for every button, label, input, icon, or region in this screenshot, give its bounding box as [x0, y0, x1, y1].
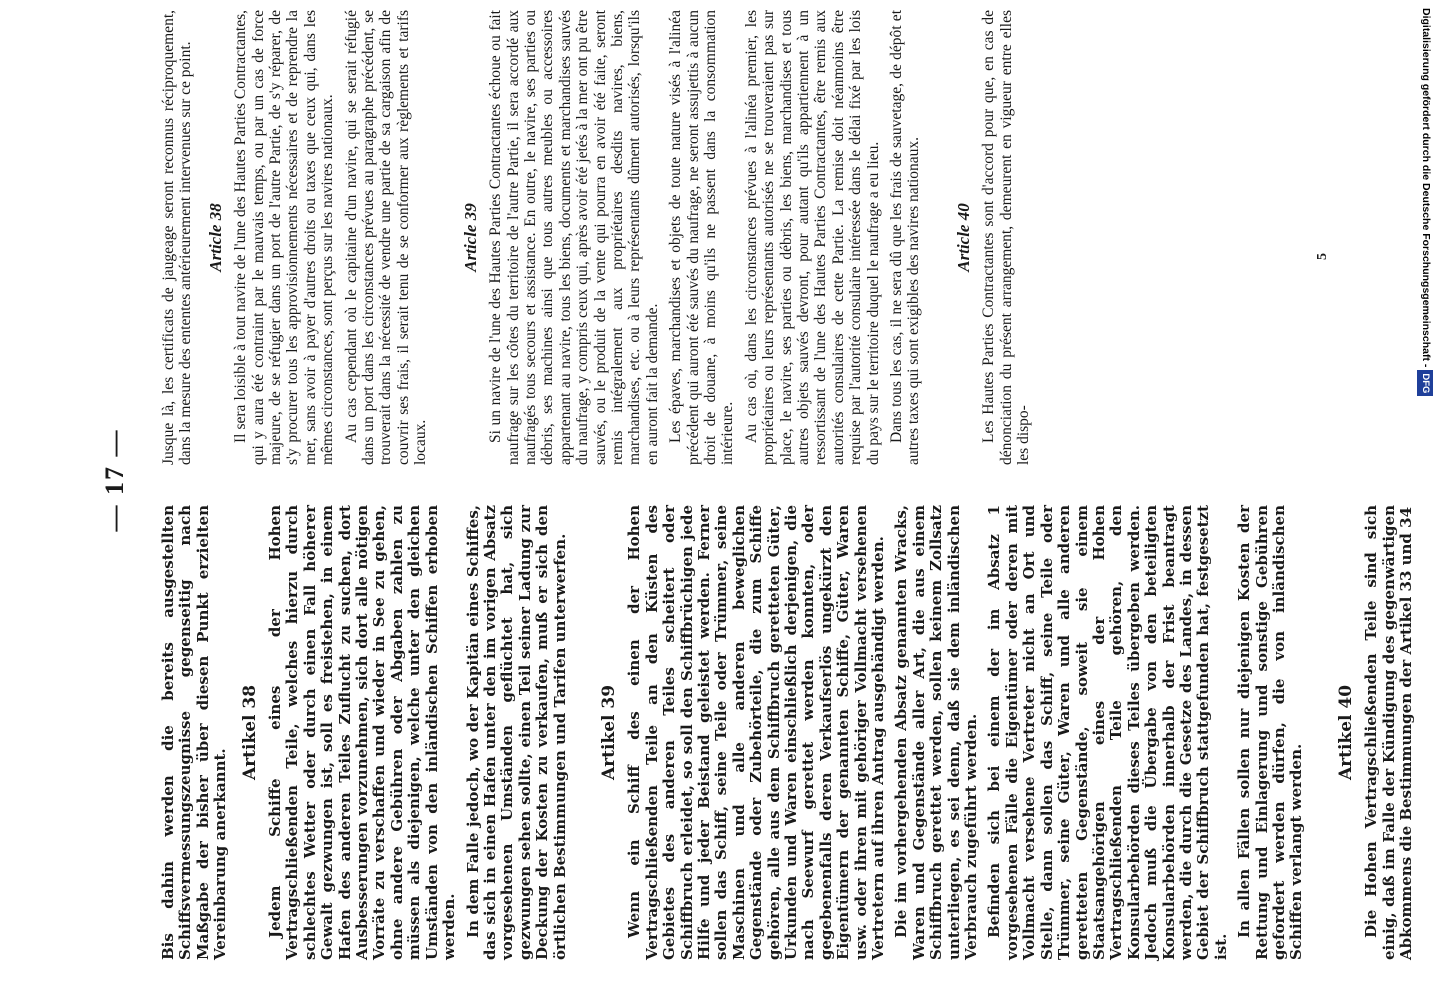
- french-article-40-paragraph-1: Les Hautes Parties Contractantes sont d'accord pour que, en cas de dénonciation du présent arrangement, demeurent en vigueur entre elles les dispo-: [980, 10, 1033, 465]
- german-intro-paragraph: Bis dahin werden die bereits ausgestellten Schiffsvermessungszeugnisse gegenseitig nach Maßgabe der bisher über diesen Punkt erzielten Vereinbarung anerkannt.: [159, 505, 230, 960]
- german-article-38-heading: Artikel 38: [239, 684, 260, 781]
- page-header: — 17 —: [100, 428, 129, 532]
- french-article-40-heading: Article 40: [953, 203, 973, 272]
- french-article-39-heading: Article 39: [460, 203, 480, 272]
- digitization-credit-strip: [1418, 8, 1434, 394]
- german-article-39-paragraph-3: Befinden sich bei einem der im Absatz 1 vorgesehenen Fälle die Eigentümer oder deren mit Vollmacht versehene Vertreter nicht an Ort und Stelle, dann sollen das Schiff, seine Teile oder Trümmer, seine Güter, Waren und alle anderen geretteten Gegenstände, soweit sie einem Staatsangehörigen eines der Hohen Vertragschließenden Teile gehören, den Konsularbehörden dieses Teiles übergeben werden. Jedoch muß die Übergabe von den beteiligten Konsularbehörden innerhalb der Frist beantragt werden, die durch die Gesetze des Landes, in dessen Gebiet der Schiffbruch stattgefunden hat, festgesetzt ist.: [985, 505, 1230, 960]
- page-number: 5: [1315, 253, 1330, 260]
- french-column: [160, 10, 1038, 465]
- digitization-credit-text: Digitalisierung gefördert durch die Deutsche Forschungsgemeinschaft -: [1420, 8, 1432, 368]
- german-article-38-paragraph-1: Jedem Schiffe eines der Hohen Vertragschließenden Teile, welches hierzu durch schlechtes Wetter oder durch einen Fall höherer Gewalt gezwungen ist, soll es freistehen, in einem Hafen des anderen Teiles Zuflucht zu suchen, dort Ausbesserungen vorzunehmen, sich dort alle nötigen Vorräte zu verschaffen und wieder in See zu gehen, ohne andere Gebühren oder Abgaben zahlen zu müssen als diejenigen, welche unter den gleichen Umständen von den inländischen Schiffen erhoben werden.: [266, 505, 459, 960]
- german-article-39-paragraph-4: In allen Fällen sollen nur diejenigen Kosten der Rettung und Einlagerung und sonstige Gebühren gefordert werden dürfen, die von inländischen Schiffen verlangt werden.: [1235, 505, 1306, 960]
- french-article-39-paragraph-2: Les épaves, marchandises et objets de toute nature visés à l'alinéa précédent qui auront été sauvés du naufrage, ne seront assujettis à aucun droit de douane, à moins qu'ils ne passent dans la consommation intérieure.: [667, 10, 737, 465]
- german-article-40-paragraph-1: Die Hohen Vertragschließenden Teile sind sich einig, daß im Falle der Kündigung des gegenwärtigen Abkommens die Bestimmungen der Artikel 33 und 34: [1362, 505, 1415, 960]
- rotated-document-page: [100, 0, 1415, 960]
- dfg-logo: DFG: [1417, 370, 1433, 396]
- german-article-39-paragraph-1: Wenn ein Schiff des einen der Hohen Vertragschließenden Teile an den Küsten des Gebietes des anderen Teiles scheitert oder Schiffbruch erleidet, so soll den Schiffbrüchigen jede Hilfe und jeder Beistand geleistet werden. Ferner sollen das Schiff, seine Teile oder Trümmer, seine Maschinen und alle anderen beweglichen Gegenstände oder Zubehörteile, die zum Schiffe gehören, alle aus dem Schiffbruch geretteten Güter, Urkunden und Waren einschließlich derjenigen, die nach Seewurf gerettet werden konnten, oder gegebenenfalls deren Verkaufserlös ungekürzt den Eigentümern der genannten Schiffe, Güter, Waren usw. oder ihren mit gehöriger Vollmacht versehenen Vertretern auf ihren Antrag ausgehändigt werden.: [625, 505, 888, 960]
- french-article-39-paragraph-4: Dans tous les cas, il ne sera dû que les frais de sauvetage, de dépôt et autres taxes qui sont exigibles des navires nationaux.: [888, 10, 923, 465]
- french-article-38-paragraph-1: Il sera loisible à tout navire de l'une des Hautes Parties Contractantes, qui y aura été contraint par le mauvais temps, ou par un cas de force majeure, de se réfugier dans un port de l'autre Partie, de s'y réparer, de s'y procurer tous les approvisionnements nécessaires et de reprendre la mer, sans avoir à payer d'autres droits ou taxes que ceux qui, dans les mêmes circonstances, sont perçus sur les navires nationaux.: [232, 10, 337, 465]
- french-article-39-paragraph-1: Si un navire de l'une des Hautes Parties Contractantes échoue ou fait naufrage sur les côtes du territoire de l'autre Partie, il sera accordé aux naufragés tous secours et assistance. En outre, le navire, ses parties ou débris, ses machines ainsi que tous autres meubles ou accessoires appartenant au navire, tous les biens, documents et marchandises sauvés du naufrage, y compris ceux qui, après avoir été jetés à la mer ont pu être sauvés, ou le produit de la vente qui pourra en avoir été faite, seront remis intégralement aux propriétaires desdits navires, biens, marchandises, etc. ou à leurs représentants dûment autorisés, lorsqu'ils en auront fait la demande.: [487, 10, 661, 465]
- german-article-40-heading: Artikel 40: [1335, 684, 1356, 781]
- german-column: [160, 505, 1421, 960]
- french-article-39-paragraph-3: Au cas où, dans les circonstances prévues à l'alinéa premier, les propriétaires ou leurs représentants autorisés ne se trouveraient pas sur place, le navire, ses parties ou débris, les biens, marchandises et tous autres objets sauvés devront, pour autant qu'ils appartiennent à un ressortissant de l'une des Hautes Parties Contractantes, être remis aux autorités consulaires de cette Partie. La remise doit néanmoins être requise par l'autorité consulaire intéressée dans le délai fixé par les lois du pays sur le territoire duquel le naufrage a eu lieu.: [742, 10, 882, 465]
- french-article-38-paragraph-2: Au cas cependant où le capitaine d'un navire, qui se serait réfugié dans un port dans les circonstances prévues au paragraphe précédent, se trouverait dans la nécessité de vendre une partie de sa cargaison afin de couvrir ses frais, il serait tenu de se conformer aux règlements et tarifs locaux.: [342, 10, 430, 465]
- french-intro-paragraph: Jusque là, les certificats de jaugeage seront reconnus réciproquement, dans la mesure des ententes antérieurement intervenues sur ce point.: [160, 10, 195, 465]
- german-article-38-paragraph-2: In dem Falle jedoch, wo der Kapitän eines Schiffes, das sich in einen Hafen unter den im vorigen Absatz vorgesehenen Umständen geflüchtet hat, sich gezwungen sehen sollte, einen Teil seiner Ladung zur Deckung der Kosten zu verkaufen, muß er sich den örtlichen Bestimmungen und Tarifen unterwerfen.: [463, 505, 569, 960]
- french-article-38-heading: Article 38: [205, 203, 225, 272]
- german-article-39-paragraph-2: Die im vorhergehenden Absatz genannten Wracks, Waren und Gegenstände aller Art, die aus einem Schiffbruch gerettet werden, sollen keinem Zollsatz unterliegen, es sei denn, daß sie dem inländischen Verbrauch zugeführt werden.: [892, 505, 981, 960]
- german-article-39-heading: Artikel 39: [598, 684, 619, 781]
